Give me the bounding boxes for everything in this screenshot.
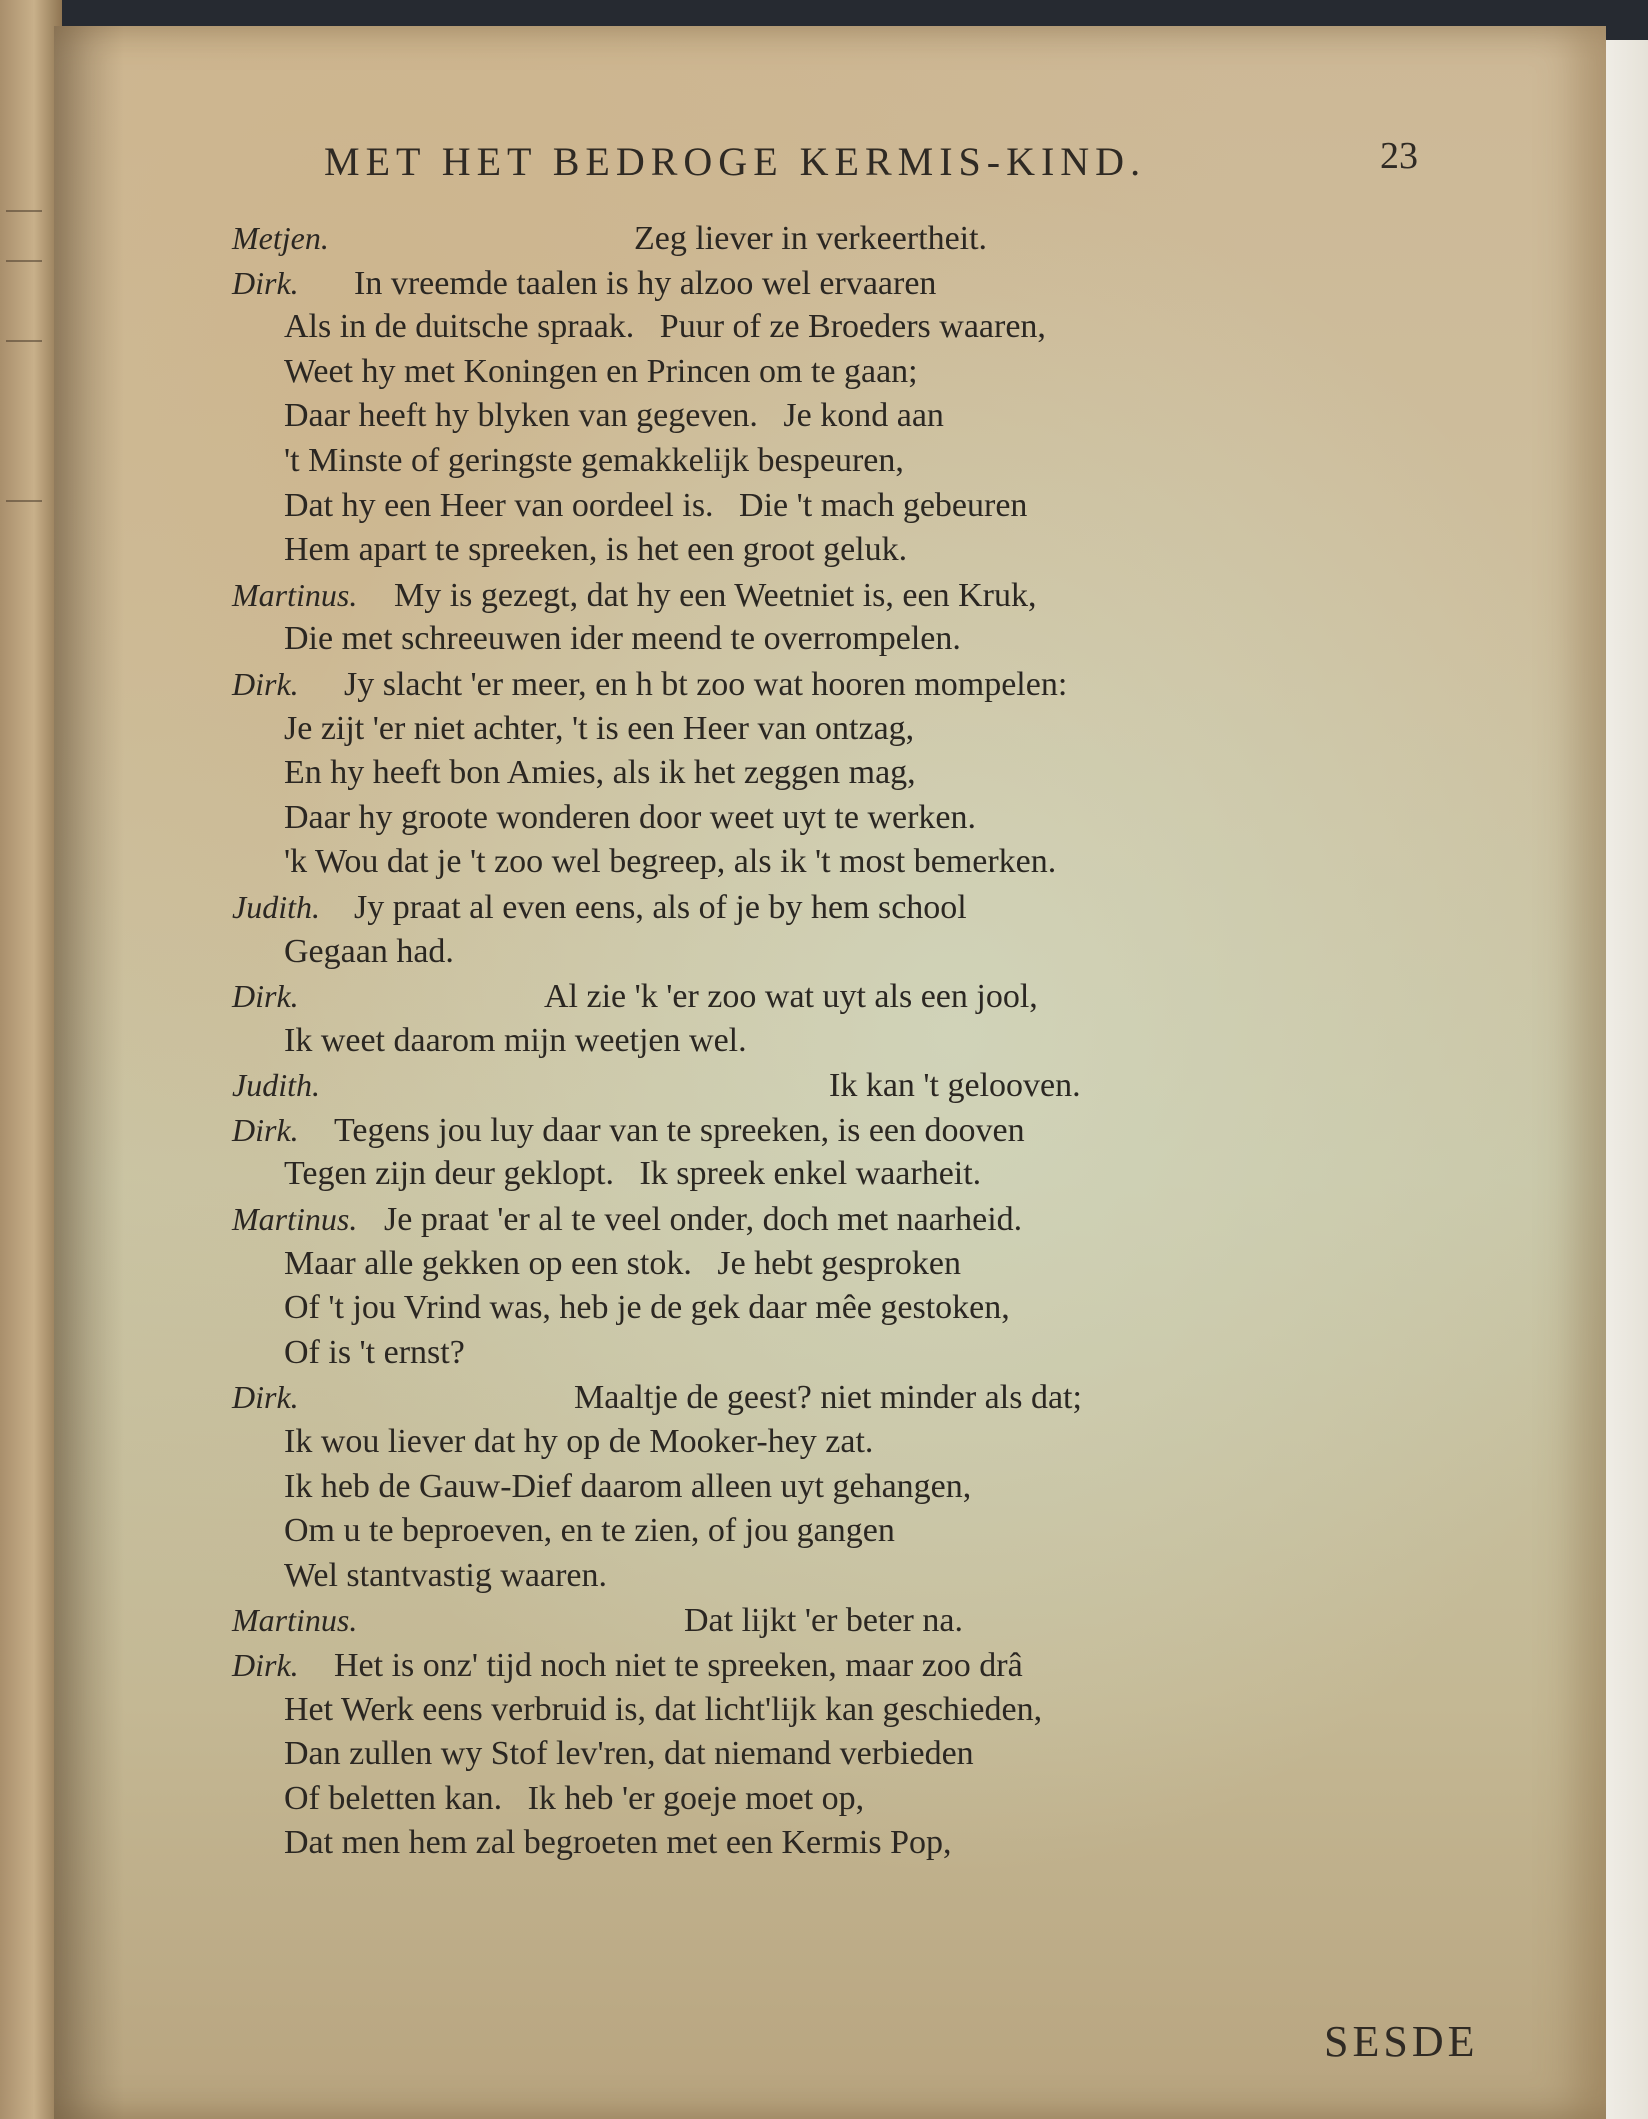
verse-line xyxy=(254,439,1454,484)
verse-line xyxy=(254,528,1454,573)
line-text: Ik kan 't gelooven. xyxy=(829,1067,1081,1105)
verse-line xyxy=(232,662,1454,707)
line-text: Dat lijkt 'er beter na. xyxy=(684,1602,963,1640)
line-text: 'k Wou dat je 't zoo wel begreep, als ik 't most bemerken. xyxy=(284,843,1057,881)
verse-line xyxy=(254,1821,1454,1866)
verse-block xyxy=(232,216,1454,1866)
running-head: MET HET BEDROGE KERMIS-KIND. xyxy=(324,139,1147,184)
verse-line xyxy=(232,1197,1454,1242)
verse-line xyxy=(254,394,1454,439)
verse-line xyxy=(232,974,1454,1019)
line-text: Om u te beproeven, en te zien, of jou gangen xyxy=(284,1512,895,1550)
facing-page-edge xyxy=(0,0,62,2119)
line-text: Ik heb de Gauw-Dief daarom alleen uyt gehangen, xyxy=(284,1467,972,1505)
verse-line xyxy=(254,484,1454,529)
line-text: Daar hy groote wonderen door weet uyt te werken. xyxy=(284,798,977,836)
line-text: Je praat 'er al te veel onder, doch met naarheid. xyxy=(384,1201,1023,1239)
line-text: En hy heeft bon Amies, als ik het zeggen mag, xyxy=(284,754,916,792)
verse-line xyxy=(254,1152,1454,1197)
line-text: Hem apart te spreeken, is het een groot geluk. xyxy=(284,531,908,569)
line-text: Gegaan had. xyxy=(284,932,454,970)
line-text: Ik weet daarom mijn weetjen wel. xyxy=(284,1021,747,1059)
catchword: SESDE xyxy=(1324,2017,1479,2066)
line-text: Dan zullen wy Stof lev'ren, dat niemand verbieden xyxy=(284,1735,974,1773)
line-text: Tegen zijn deur geklopt. Ik spreek enkel waarheit. xyxy=(284,1155,982,1193)
bleed-mark xyxy=(6,260,42,262)
verse-line xyxy=(232,573,1454,618)
line-text: Die met schreeuwen ider meend te overrompelen. xyxy=(284,620,961,658)
page-number: 23 xyxy=(1380,135,1418,177)
verse-line xyxy=(254,1688,1454,1733)
line-text: Ik wou liever dat hy op de Mooker-hey zat. xyxy=(284,1423,874,1461)
line-text: Of is 't ernst? xyxy=(284,1333,465,1371)
line-text: Jy praat al even eens, als of je by hem school xyxy=(354,888,967,926)
speaker-label: Dirk. xyxy=(232,665,299,702)
line-text: My is gezegt, dat hy een Weetniet is, een Kruk, xyxy=(394,576,1037,614)
verse-line xyxy=(232,885,1454,930)
line-text: 't Minste of geringste gemakkelijk bespeuren, xyxy=(284,441,904,479)
bleed-mark xyxy=(6,340,42,342)
speaker-label: Dirk. xyxy=(232,1111,299,1148)
speaker-label: Judith. xyxy=(232,888,320,925)
line-text: Het is onz' tijd noch niet te spreeken, maar zoo drâ xyxy=(334,1647,1023,1684)
verse-line xyxy=(254,1732,1454,1777)
line-text: Tegens jou luy daar van te spreeken, is een dooven xyxy=(334,1111,1025,1149)
speaker-label: Martinus. xyxy=(232,576,358,613)
line-text: Het Werk eens verbruid is, dat licht'lijk kan geschieden, xyxy=(284,1690,1043,1728)
line-text: Al zie 'k 'er zoo wat uyt als een jool, xyxy=(544,978,1038,1016)
book-page xyxy=(54,26,1606,2119)
verse-line xyxy=(232,1375,1454,1420)
verse-line xyxy=(232,1598,1454,1643)
bleed-mark xyxy=(6,500,42,502)
speaker-label: Dirk. xyxy=(232,1647,299,1683)
line-text: In vreemde taalen is hy alzoo wel ervaaren xyxy=(354,264,937,302)
verse-line xyxy=(254,930,1454,975)
verse-line xyxy=(232,1108,1454,1153)
line-text: Of 't jou Vrind was, heb je de gek daar mêe gestoken, xyxy=(284,1289,1010,1327)
speaker-label: Dirk. xyxy=(232,264,299,301)
line-text: Of beletten kan. Ik heb 'er goeje moet op, xyxy=(284,1779,865,1817)
verse-line xyxy=(254,1554,1454,1599)
line-text: Dat hy een Heer van oordeel is. Die 't mach gebeuren xyxy=(284,486,1028,524)
line-text: Zeg liever in verkeertheit. xyxy=(634,220,988,257)
speaker-label: Dirk. xyxy=(232,978,299,1015)
verse-line xyxy=(254,617,1454,662)
verse-line xyxy=(232,216,1454,261)
verse-line xyxy=(254,707,1454,752)
line-text: Als in de duitsche spraak. Puur of ze Broeders waaren, xyxy=(284,308,1046,346)
verse-line xyxy=(254,751,1454,796)
line-text: Wel stantvastig waaren. xyxy=(284,1556,607,1594)
verse-line xyxy=(254,1465,1454,1510)
verse-line xyxy=(254,1242,1454,1287)
gutter-shadow xyxy=(54,26,124,2119)
verse-line xyxy=(232,261,1454,306)
line-text: Je zijt 'er niet achter, 't is een Heer van ontzag, xyxy=(284,709,915,747)
verse-line xyxy=(254,1509,1454,1554)
verse-line xyxy=(254,796,1454,841)
verse-line xyxy=(254,1420,1454,1465)
line-text: Daar heeft hy blyken van gegeven. Je kond aan xyxy=(284,397,944,435)
line-text: Weet hy met Koningen en Princen om te gaan; xyxy=(284,352,918,390)
speaker-label: Dirk. xyxy=(232,1379,299,1416)
line-text: Maaltje de geest? niet minder als dat; xyxy=(574,1379,1082,1417)
verse-line xyxy=(254,1331,1454,1376)
verse-line xyxy=(254,305,1454,350)
verse-line xyxy=(254,350,1454,395)
line-text: Jy slacht 'er meer, en h bt zoo wat hooren mompelen: xyxy=(344,665,1068,703)
verse-line xyxy=(254,1777,1454,1822)
speaker-label: Martinus. xyxy=(232,1602,358,1639)
verse-line xyxy=(254,1286,1454,1331)
speaker-label: Metjen. xyxy=(232,220,329,256)
line-text: Maar alle gekken op een stok. Je hebt gesproken xyxy=(284,1244,961,1282)
verse-line xyxy=(232,1643,1454,1688)
line-text: Dat men hem zal begroeten met een Kermis Pop, xyxy=(284,1824,952,1862)
bleed-mark xyxy=(6,210,42,212)
verse-line xyxy=(254,840,1454,885)
verse-line xyxy=(254,1019,1454,1064)
verse-line xyxy=(232,1063,1454,1108)
speaker-label: Judith. xyxy=(232,1067,320,1104)
speaker-label: Martinus. xyxy=(232,1201,358,1238)
